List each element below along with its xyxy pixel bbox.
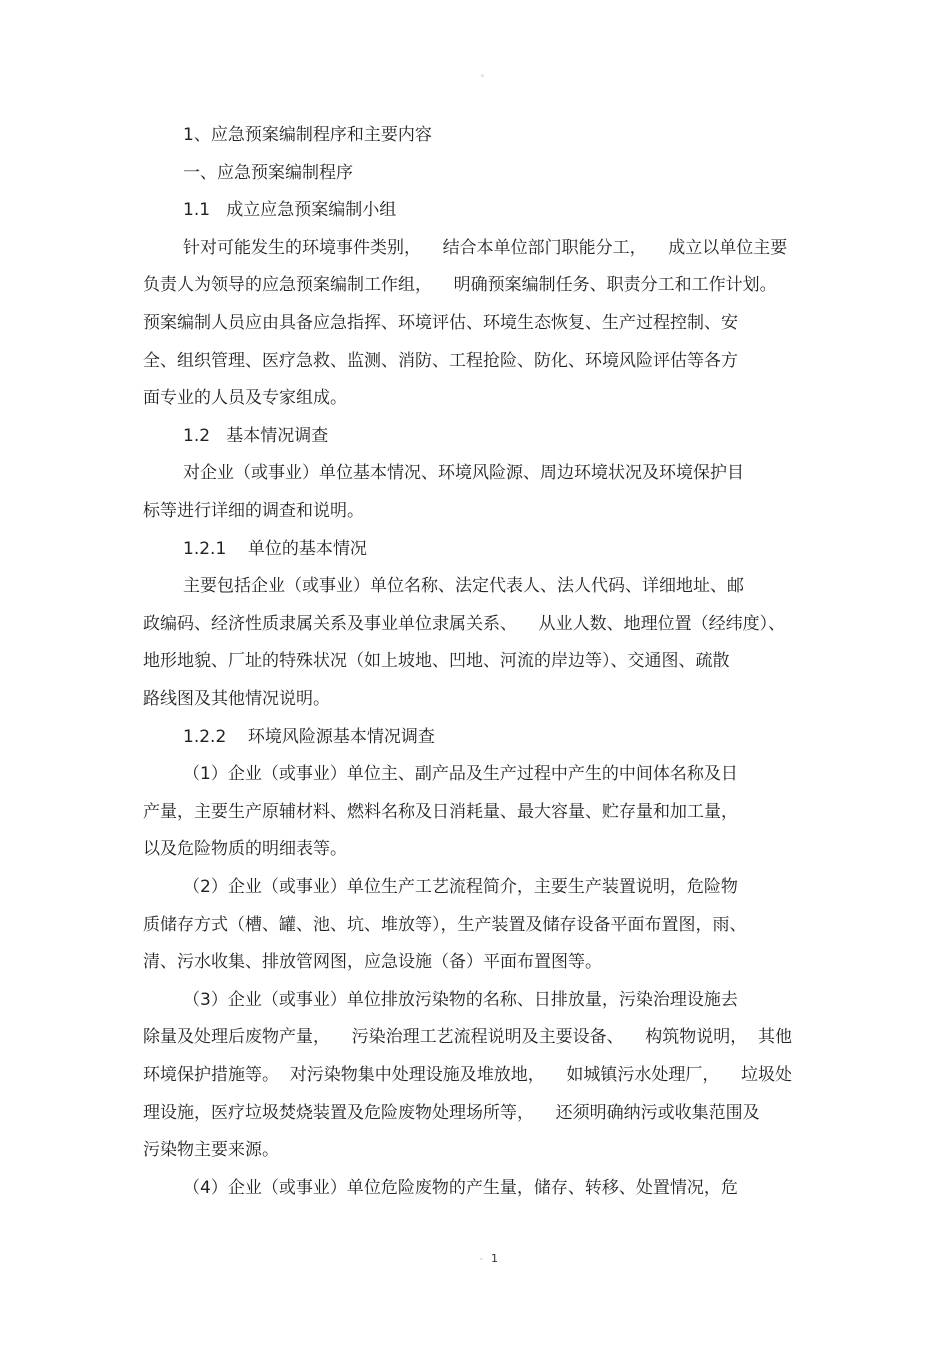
text-line: 产量，主要生产原辅材料、燃料名称及日消耗量、最大容量、贮存量和加工量， (143, 802, 738, 822)
text-line: 标等进行详细的调查和说明。 (143, 501, 364, 521)
text-line: （1）企业（或事业）单位主、副产品及生产过程中产生的中间体名称及日 (183, 764, 738, 784)
text-line: 1、应急预案编制程序和主要内容 (183, 125, 432, 145)
text-line: 预案编制人员应由具备应急指挥、环境评估、环境生态恢复、生产过程控制、安 (143, 313, 738, 333)
page-footer (480, 1252, 498, 1265)
header-mark: 。 (481, 69, 489, 78)
text-line: 1.2 基本情况调查 (183, 426, 329, 446)
text-line: 面专业的人员及专家组成。 (143, 388, 347, 408)
text-line: 负责人为领导的应急预案编制工作组， 明确预案编制任务、职责分工和工作计划。 (143, 275, 777, 295)
text-line: 针对可能发生的环境事件类别， 结合本单位部门职能分工， 成立以单位主要 (183, 238, 788, 258)
text-line: 质储存方式（槽、罐、池、坑、堆放等），生产装置及储存设备平面布置图，雨、 (143, 915, 747, 935)
footer-mark: 。 (480, 1253, 487, 1261)
text-line: 全、组织管理、医疗急救、监测、消防、工程抢险、防化、环境风险评估等各方 (143, 351, 738, 371)
text-line: 政编码、经济性质隶属关系及事业单位隶属关系、 从业人数、地理位置（经纬度）、 (143, 614, 786, 634)
text-line: 以及危险物质的明细表等。 (143, 839, 347, 859)
text-line: 污染物主要来源。 (143, 1140, 279, 1160)
text-line: 地形地貌、厂址的特殊状况（如上坡地、凹地、河流的岸边等）、交通图、疏散 (143, 651, 730, 671)
text-line: 环境保护措施等。 对污染物集中处理设施及堆放地， 如城镇污水处理厂， 垃圾处 (143, 1065, 793, 1085)
text-line: 主要包括企业（或事业）单位名称、法定代表人、法人代码、详细地址、邮 (183, 576, 744, 596)
text-line: 路线图及其他情况说明。 (143, 689, 330, 709)
text-line: 理设施，医疗垃圾焚烧装置及危险废物处理场所等， 还须明确纳污或收集范围及 (143, 1103, 760, 1123)
text-line: 清、污水收集、排放管网图，应急设施（备）平面布置图等。 (143, 952, 602, 972)
text-line: （3）企业（或事业）单位排放污染物的名称、日排放量，污染治理设施去 (183, 990, 738, 1010)
text-line: （2）企业（或事业）单位生产工艺流程简介，主要生产装置说明，危险物 (183, 877, 738, 897)
text-line: 对企业（或事业）单位基本情况、环境风险源、周边环境状况及环境保护目 (183, 463, 744, 483)
page-number: 1 (491, 1252, 498, 1265)
text-line: 1.2.1 单位的基本情况 (183, 539, 367, 559)
text-line: （4）企业（或事业）单位危险废物的产生量，储存、转移、处置情况，危 (183, 1178, 738, 1198)
text-line: 一、应急预案编制程序 (183, 163, 353, 183)
text-line: 1.1 成立应急预案编制小组 (183, 200, 397, 220)
text-line: 除量及处理后废物产量， 污染治理工艺流程说明及主要设备、 构筑物说明， 其他 (143, 1027, 793, 1047)
text-line: 1.2.2 环境风险源基本情况调查 (183, 727, 435, 747)
